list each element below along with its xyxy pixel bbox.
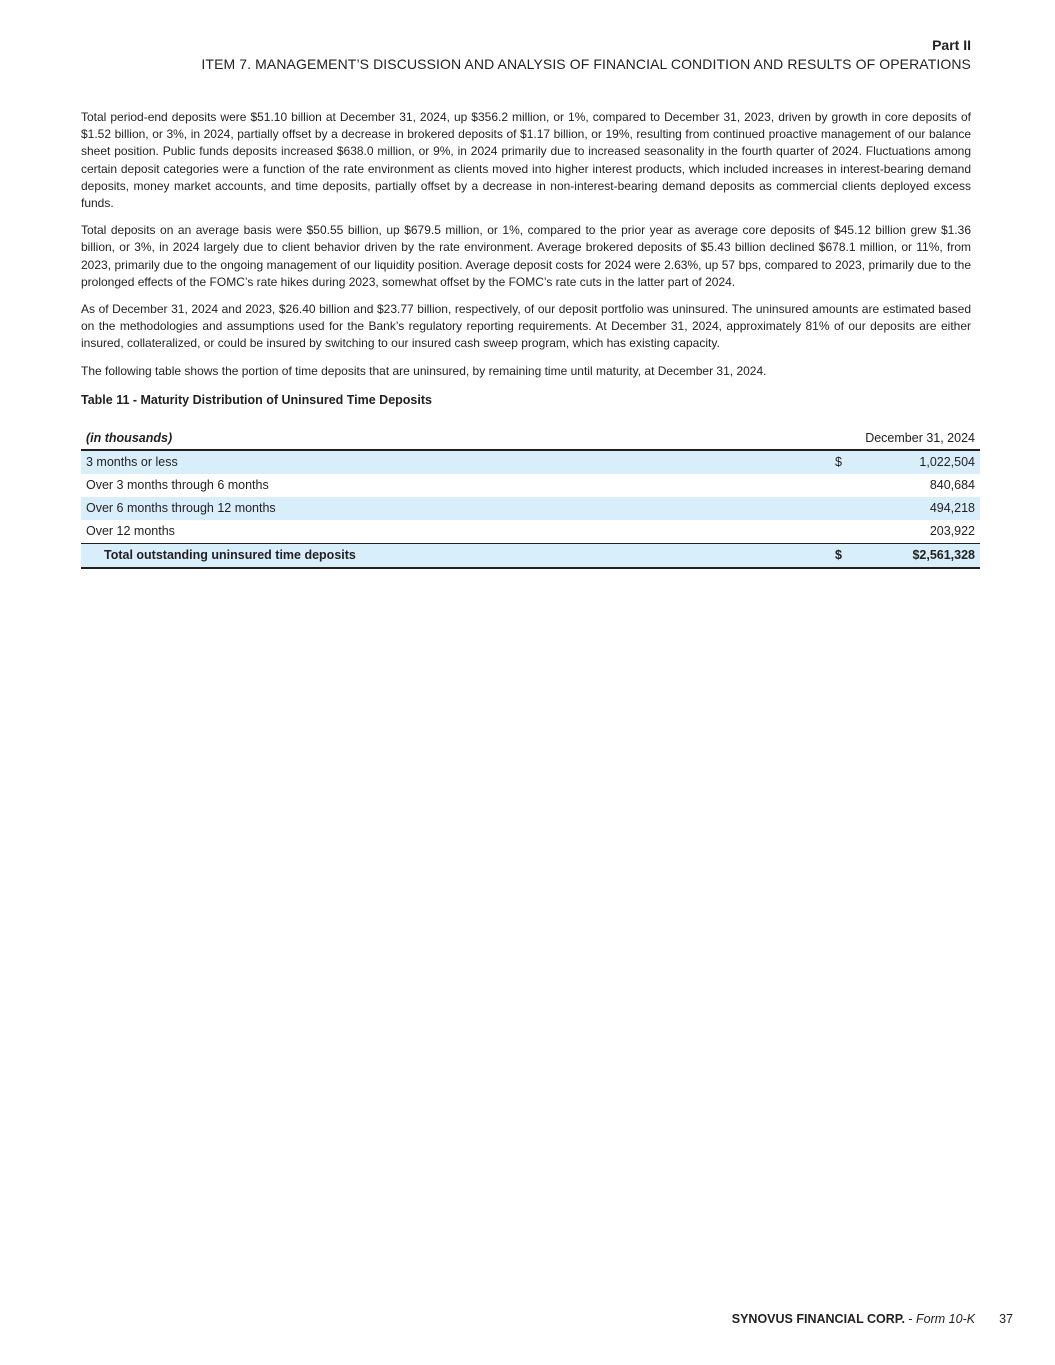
form-type: Form 10-K [916, 1312, 976, 1326]
section-title: ITEM 7. MANAGEMENT’S DISCUSSION AND ANALYSIS OF FINANCIAL CONDITION AND RESULTS OF OPERATIONS [201, 56, 971, 72]
company-name: SYNOVUS FINANCIAL CORP. [731, 1312, 905, 1326]
row-label: Over 6 months through 12 months [81, 497, 830, 520]
main-content [81, 109, 975, 569]
page-number: 37 [999, 1312, 1013, 1326]
currency-symbol: $ [830, 450, 860, 474]
unit-label: (in thousands) [81, 427, 830, 450]
column-header-date: December 31, 2024 [830, 427, 980, 450]
row-value: 1,022,504 [860, 450, 980, 474]
paragraph-uninsured-deposits: As of December 31, 2024 and 2023, $26.40 billion and $23.77 billion, respectively, of our deposit portfolio was uninsured. The uninsured amounts are estimated based on the methodologies and assumptions used for the Bank’s regulatory reporting requirements. At December 31, 2024, approximately 81% of our deposits are either insured, collateralized, or could be insured by switching to our insured cash sweep program, which has existing capacity. [81, 302, 971, 351]
table-row [81, 474, 980, 497]
row-value: 840,684 [929, 478, 975, 493]
row-label: Over 3 months through 6 months [86, 478, 269, 493]
row-value: 203,922 [929, 524, 975, 539]
paragraph-average-deposits: Total deposits on an average basis were $50.55 billion, up $679.5 million, or 1%, compared to the prior year as average core deposits of $45.12 billion grew $1.36 billion, or 3%, in 2024 largely due to client behavior driven by the rate environment. Average brokered deposits of $5.43 billion declined $678.1 million, or 11%, from 2023, primarily due to the ongoing management of our liquidity position. Average deposit costs for 2024 were 2.63%, up 57 bps, compared to 2023, primarily due to the prolonged effects of the FOMC’s rate hikes during 2023, somewhat offset by the FOMC’s rate cuts in the latter part of 2024. [81, 223, 971, 289]
total-value: $2,561,328 [860, 543, 980, 568]
row-value: 494,218 [860, 497, 980, 520]
currency-symbol [830, 520, 860, 544]
paragraph-table-intro: The following table shows the portion of time deposits that are uninsured, by remaining time until maturity, at December 31, 2024. [81, 363, 767, 378]
paragraph-period-end-deposits: Total period-end deposits were $51.10 billion at December 31, 2024, up $356.2 million, or 1%, compared to December 31, 2023, driven by growth in core deposits of $1.52 billion, or 3%, in 2024, partially offset by a decrease in brokered deposits of $1.17 billion, or 19%, resulting from continued proactive management of our balance sheet position. Public funds deposits increased $638.0 million, or 9%, in 2024 primarily due to increased seasonality in the fourth quarter of 2024. Fluctuations among certain deposit categories were a function of the rate environment as clients moved into higher interest products, which included increases in interest-bearing demand deposits, money market accounts, and time deposits, partially offset by a decrease in non-interest-bearing demand deposits as commercial clients deployed excess funds. [81, 110, 971, 211]
table-row [81, 520, 980, 544]
part-label: Part II [932, 37, 971, 53]
currency-symbol [830, 474, 860, 497]
footer-separator: - [904, 1312, 917, 1326]
page-header [201, 36, 971, 74]
total-currency-symbol: $ [830, 543, 860, 568]
table-title: Table 11 - Maturity Distribution of Uninsured Time Deposits [81, 392, 432, 407]
uninsured-time-deposits-table [81, 427, 980, 569]
page-footer [732, 1311, 1013, 1327]
row-label: 3 months or less [81, 450, 830, 474]
table-row [81, 497, 980, 520]
table-row [81, 450, 980, 474]
currency-symbol [830, 497, 860, 520]
table-total-row [81, 543, 980, 568]
total-label: Total outstanding uninsured time deposits [81, 543, 830, 568]
row-label: Over 12 months [86, 524, 175, 539]
table-header-row [81, 427, 980, 450]
